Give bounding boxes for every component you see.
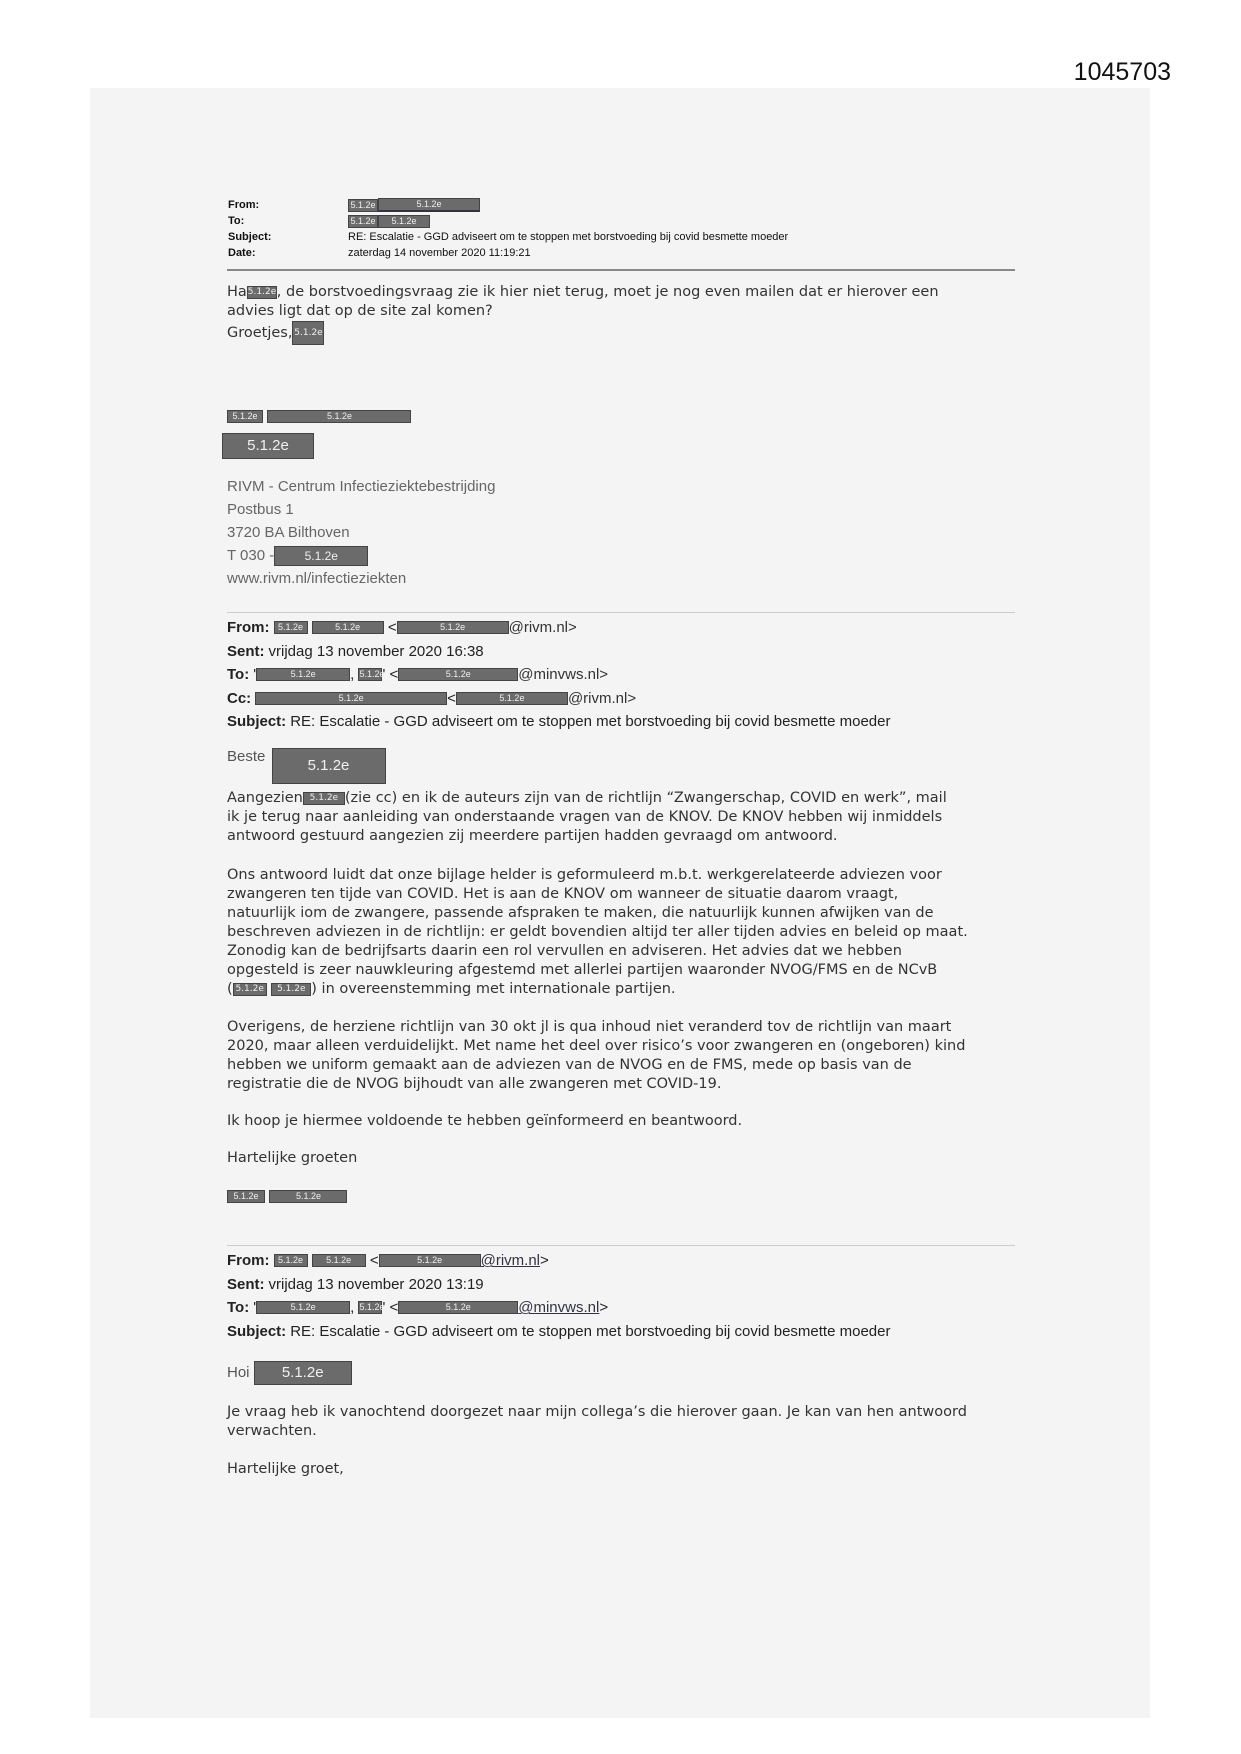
message1-closing: Hartelijke groeten (227, 1150, 358, 1166)
redaction: 5.1.2e (227, 1190, 265, 1203)
redaction: 5.1.2e (274, 1254, 308, 1267)
p2-line: opgesteld is zeer nauwkleuring afgestemd met allerlei partijen waaronder NVOG/FMS en de NCvB (227, 962, 938, 978)
redaction: 5.1.2e (312, 1254, 366, 1267)
greeting: Hoi (227, 1363, 250, 1381)
subject-value: RE: Escalatie - GGD adviseert om te stoppen met borstvoeding bij covid besmette moeder (290, 1322, 891, 1340)
redaction: 5.1.2e (456, 692, 568, 705)
p3-line: registratie die de NVOG bijhoudt van alle zwangeren met COVID-19. (227, 1076, 722, 1092)
bracket: > (540, 1252, 549, 1270)
signature-name-redaction (227, 408, 411, 426)
p1-line: Aangezien (227, 790, 303, 806)
message1-greeting (227, 748, 386, 784)
p1-line: antwoord gestuurd aangezien zij meerdere partijen hadden gevraagd om antwoord. (227, 828, 838, 844)
redaction: 5.1.2e (269, 1190, 347, 1203)
p3-line: hebben we uniform gemaakt aan de adviezen van de NVOG en de FMS, mede op basis van de (227, 1057, 912, 1073)
message1-paragraph3 (227, 1018, 1017, 1094)
message2-header: From: 5.1.2e 5.1.2e < 5.1.2e @rivm.nl > Sent: vrijdag 13 november 2020 13:19 To: ' 5.1.2e , 5.1.2e ' < 5.1.2e @minvws.nl > Subject: RE: Escalatie - GGD adviseert om te stoppen met borstvoeding bij covid besmette moeder (227, 1252, 891, 1340)
cc-label: Cc: (227, 689, 252, 707)
redaction: 5.1.2e (255, 692, 447, 705)
message2-closing: Hartelijke groet, (227, 1461, 344, 1477)
redaction: 5.1.2e (254, 1361, 352, 1385)
reply-line1: , de borstvoedingsvraag zie ik hier niet terug, moet je nog even mailen dat er hierover een (276, 284, 939, 300)
signature-org: RIVM - Centrum Infectieziektebestrijding (227, 478, 496, 495)
message1-paragraph1 (227, 789, 1017, 846)
message1-signature-redaction (227, 1188, 347, 1206)
redaction: 5.1.2e (256, 1301, 350, 1314)
email-print-header (228, 197, 788, 261)
p3-line: Overigens, de herziene richtlijn van 30 okt jl is qua inhoud niet veranderd tov de richtlijn van maart (227, 1019, 952, 1035)
redaction: 5.1.2e (274, 621, 308, 634)
redaction: 5.1.2e (222, 433, 314, 459)
redaction: 5.1.2e (398, 1301, 518, 1314)
to-label: To: (227, 1299, 250, 1317)
subject-label: Subject: (227, 713, 287, 731)
redaction: 5.1.2e (378, 215, 430, 228)
redaction: 5.1.2e (359, 1302, 385, 1313)
reply-closing: Groetjes, (227, 325, 293, 341)
redaction: 5.1.2e (256, 668, 350, 681)
subject-value: RE: Escalatie - GGD adviseert om te stoppen met borstvoeding bij covid besmette moeder (290, 713, 891, 731)
redaction: 5.1.2e (267, 410, 411, 423)
sent-value: vrijdag 13 november 2020 16:38 (268, 642, 484, 660)
signature-title-redaction (222, 433, 314, 459)
p2-line: ( (227, 981, 233, 997)
reply-greeting: Ha (227, 284, 247, 300)
to-domain: @minvws.nl> (518, 666, 609, 684)
message1-paragraph4: Ik hoop je hiermee voldoende te hebben geïnformeerd en beantwoord. (227, 1113, 743, 1129)
p1-line: ik je terug naar aanleiding van onderstaande vragen van de KNOV. De KNOV hebben wij inmiddels (227, 809, 943, 825)
document-number: 1045703 (1073, 58, 1171, 86)
bracket: > (599, 1299, 609, 1317)
greeting: Beste (227, 748, 266, 765)
from-label: From: (227, 1252, 270, 1270)
message1-header: From: 5.1.2e 5.1.2e < 5.1.2e @rivm.nl> Sent: vrijdag 13 november 2020 16:38 To: ' 5.1.2e , 5.1.2e ' < 5.1.2e @minvws.nl> Cc: 5.1.2e < 5.1.2e @rivm.nl> Subject: RE: Escalatie - GGD adviseert om te stoppen met borstvoeding bij covid besmette moeder (227, 619, 891, 731)
p2-line: ) in overeenstemming met internationale partijen. (311, 981, 676, 997)
redaction: 5.1.2e (348, 199, 378, 212)
redaction: 5.1.2e (247, 286, 277, 297)
redaction: 5.1.2e (274, 546, 368, 566)
signature-address2: 3720 BA Bilthoven (227, 524, 350, 541)
p2-line: natuurlijk iom de zwangere, passende afspraken te maken, die natuurlijk kunnen afwijken van de (227, 905, 934, 921)
to-label: To: (228, 215, 245, 227)
from-domain: @rivm.nl (480, 1252, 541, 1270)
body-line: Je vraag heb ik vanochtend doorgezet naar mijn collega’s die hierover gaan. Je kan van hen antwoord (227, 1404, 967, 1420)
signature-website: www.rivm.nl/infectieziekten (227, 570, 407, 587)
message1-paragraph2 (227, 866, 1017, 999)
from-label: From: (227, 619, 270, 637)
redaction: 5.1.2e (303, 792, 345, 805)
signature-address1: Postbus 1 (227, 501, 294, 518)
redaction: 5.1.2e (292, 321, 324, 345)
from-label: From: (228, 199, 260, 211)
message2-greeting (227, 1361, 352, 1385)
redaction: 5.1.2e (378, 198, 480, 212)
redaction: 5.1.2e (312, 621, 384, 634)
message2-body (227, 1403, 1017, 1441)
redaction: 5.1.2e (227, 410, 263, 423)
message-separator (227, 612, 1015, 613)
p2-line: Zonodig kan de bedrijfsarts daarin een rol vervullen en adviseren. Het advies dat we hebben (227, 943, 902, 959)
subject-label: Subject: (228, 231, 272, 243)
redaction: 5.1.2e (348, 215, 378, 228)
p2-line: Ons antwoord luidt dat onze bijlage helder is geformuleerd m.b.t. werkgerelateerde adviezen voor (227, 867, 942, 883)
signature-phone-prefix: T 030 - (227, 547, 275, 564)
redaction: 5.1.2e (272, 748, 386, 784)
p2-line: beschreven adviezen in de richtlijn: er geldt bovendien altijd ter aller tijden advies en beleid op maat. (227, 924, 968, 940)
sent-label: Sent: (227, 642, 265, 660)
redaction: 5.1.2e (398, 668, 518, 681)
sent-value: vrijdag 13 november 2020 13:19 (268, 1275, 484, 1293)
subject-value: RE: Escalatie - GGD adviseert om te stoppen met borstvoeding bij covid besmette moeder (348, 231, 789, 243)
p2-line: zwangeren ten tijde van COVID. Het is aan de KNOV om wanneer de situatie daarom vraagt, (227, 886, 899, 902)
body-line: verwachten. (227, 1423, 317, 1439)
cc-domain: @rivm.nl> (567, 689, 637, 707)
to-label: To: (227, 666, 250, 684)
reply-body (227, 283, 1017, 345)
signature-block (227, 475, 495, 590)
reply-line2: advies ligt dat op de site zal komen? (227, 303, 493, 319)
to-domain: @minvws.nl (518, 1299, 600, 1317)
sent-label: Sent: (227, 1275, 265, 1293)
redaction: 5.1.2e (271, 983, 311, 996)
message-separator (227, 1245, 1015, 1246)
redaction: 5.1.2e (379, 1254, 481, 1267)
redaction: 5.1.2e (233, 983, 267, 996)
date-label: Date: (228, 247, 256, 259)
redaction: 5.1.2e (397, 621, 509, 634)
p1-line: (zie cc) en ik de auteurs zijn van de richtlijn “Zwangerschap, COVID en werk”, mail (344, 790, 947, 806)
subject-label: Subject: (227, 1322, 287, 1340)
date-value: zaterdag 14 november 2020 11:19:21 (348, 247, 531, 259)
header-divider (227, 269, 1015, 271)
p3-line: 2020, maar alleen verduidelijkt. Met name het deel over risico’s voor zwangeren en (ongeboren) kind (227, 1038, 966, 1054)
redaction: 5.1.2e (359, 669, 385, 680)
from-domain: @rivm.nl> (508, 619, 577, 637)
